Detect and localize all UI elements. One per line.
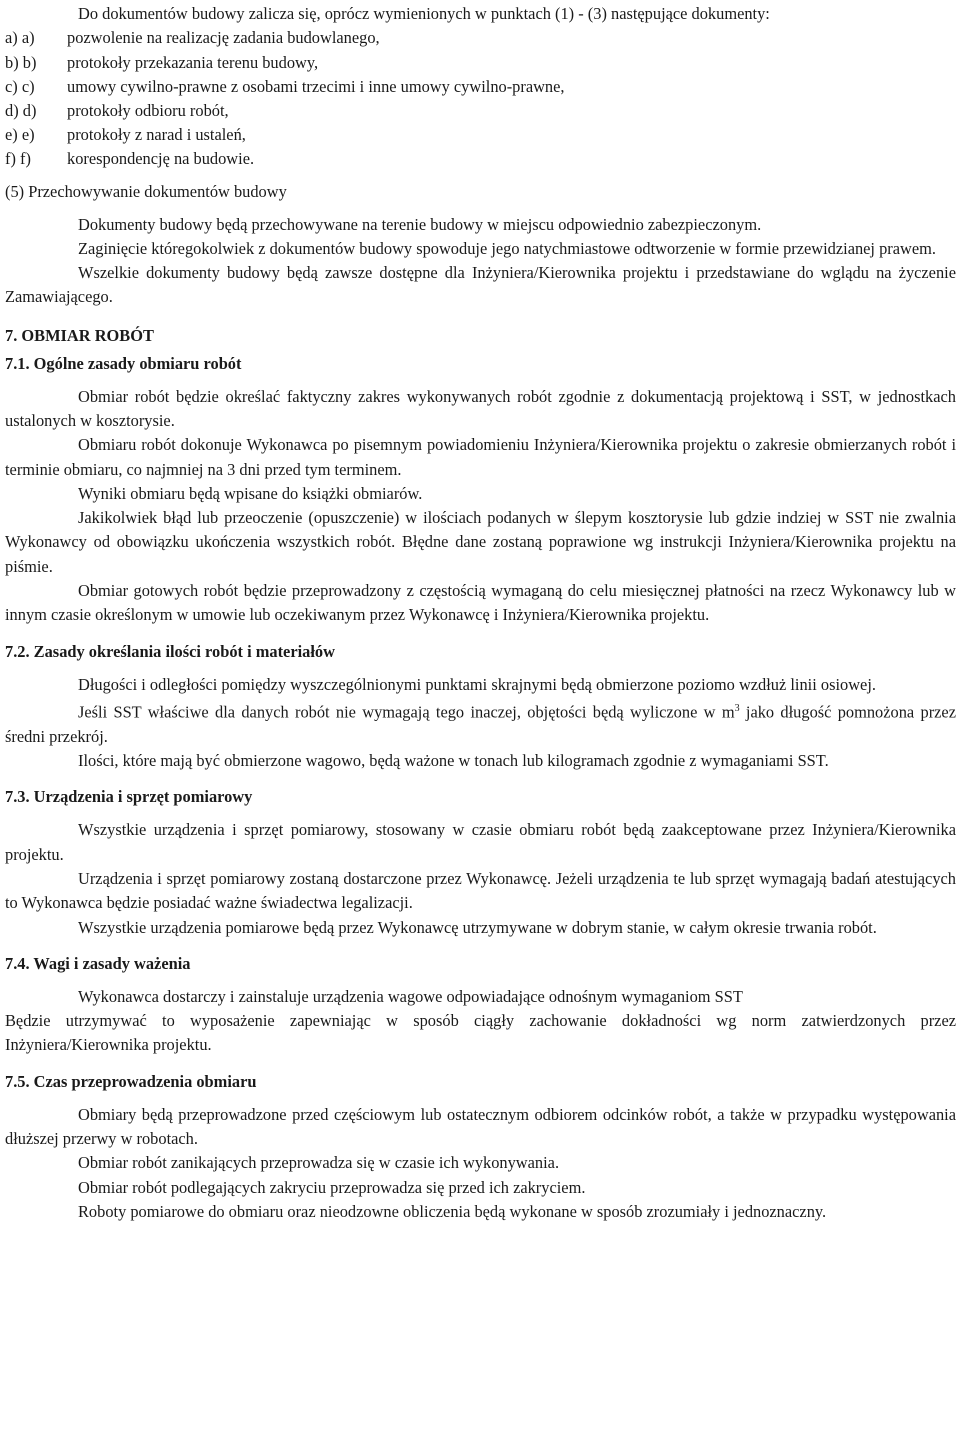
list-item-label: f) f)	[5, 149, 31, 169]
list-item	[5, 75, 956, 99]
section-paragraph: Jakikolwiek błąd lub przeoczenie (opuszczenie) w ilościach podanych w ślepym kosztorysie lub gdzie indziej w SST nie zwalnia Wykonawcy od obowiązku ukończenia wszystkich robót. Błędne dane zostaną poprawione wg instrukcji Inżyniera/Kierownika projektu na piśmie.	[5, 508, 956, 576]
section-paragraph	[5, 697, 956, 749]
section-paragraph: Obmiaru robót dokonuje Wykonawca po pisemnym powiadomieniu Inżyniera/Kierownika projektu o zakresie obmierzanych robót i terminie obmiaru, co najmniej na 3 dni przed tym terminem.	[5, 435, 956, 479]
section-heading-7-2: 7.2. Zasady określania ilości robót i materiałów	[5, 641, 335, 661]
chapter-heading: 7. OBMIAR ROBÓT	[5, 325, 154, 345]
section-paragraph: Obmiar robót zanikających przeprowadza się w czasie ich wykonywania.	[78, 1153, 560, 1173]
section-paragraph: Obmiary będą przeprowadzone przed częściowym lub ostatecznym odbiorem odcinków robót, a także w przypadku występowania dłuższej przerwy w robotach.	[5, 1104, 956, 1148]
intro-paragraph: Do dokumentów budowy zalicza się, oprócz wymienionych w punktach (1) - (3) następujące dokumenty:	[78, 4, 770, 23]
section-heading-7-3: 7.3. Urządzenia i sprzęt pomiarowy	[5, 787, 253, 807]
list-item-text: protokoły przekazania terenu budowy,	[67, 52, 319, 72]
volume-text-before: Jeśli SST właściwe dla danych robót nie wymagają tego inaczej, objętości będą wyliczone w m	[78, 702, 735, 722]
section-heading-7-5: 7.5. Czas przeprowadzenia obmiaru	[5, 1071, 257, 1091]
storage-paragraph: Zaginięcie któregokolwiek z dokumentów budowy spowoduje jego natychmiastowe odtworzenie w formie przewidzianej prawem.	[78, 238, 936, 258]
storage-paragraph: Dokumenty budowy będą przechowywane na terenie budowy w miejscu odpowiednio zabezpieczonym.	[78, 214, 762, 234]
section-paragraph: Wszystkie urządzenia i sprzęt pomiarowy, stosowany w czasie obmiaru robót będą zaakceptowane przez Inżyniera/Kierownika projektu.	[5, 820, 956, 864]
storage-heading: (5) Przechowywanie dokumentów budowy	[5, 181, 287, 201]
list-item	[5, 51, 956, 75]
cubic-superscript: 3	[734, 702, 740, 714]
section-paragraph: Długości i odległości pomiędzy wyszczególnionymi punktami skrajnymi będą obmierzone poziomo wzdłuż linii osiowej.	[78, 674, 876, 694]
section-paragraph: Obmiar gotowych robót będzie przeprowadzony z częstością wymaganą do celu miesięcznej płatności na rzecz Wykonawcy lub w innym czasie określonym w umowie lub oczekiwanym przez Wykonawcę i Inżyniera/Kierownika projektu.	[5, 581, 956, 625]
section-paragraph: Ilości, które mają być obmierzone wagowo, będą ważone w tonach lub kilogramach zgodnie z wymaganiami SST.	[78, 751, 829, 771]
list-item	[5, 26, 956, 50]
volume-text-after: jako długość pomnożona przez średni przekrój.	[5, 702, 956, 746]
list-item-label: b) b)	[5, 52, 37, 72]
list-item-text: pozwolenie na realizację zadania budowlanego,	[67, 28, 380, 48]
list-item	[5, 147, 956, 171]
storage-paragraph: Wszelkie dokumenty budowy będą zawsze dostępne dla Inżyniera/Kierownika projektu i przedstawiane do wglądu na życzenie Zamawiającego.	[5, 263, 956, 307]
section-paragraph: Wykonawca dostarczy i zainstaluje urządzenia wagowe odpowiadające odnośnym wymaganiom SST	[78, 986, 743, 1006]
section-paragraph: Obmiar robót podlegających zakryciu przeprowadza się przed ich zakryciem.	[78, 1177, 586, 1197]
list-item-label: d) d)	[5, 100, 37, 120]
section-paragraph: Urządzenia i sprzęt pomiarowy zostaną dostarczone przez Wykonawcę. Jeżeli urządzenia te lub sprzęt wymagają badań atestujących to Wykonawca będzie posiadać ważne świadectwa legalizacji.	[5, 868, 956, 913]
list-item-text: umowy cywilno-prawne z osobami trzecimi i inne umowy cywilno-prawne,	[67, 76, 565, 96]
list-item	[5, 123, 956, 147]
section-paragraph: Będzie utrzymywać to wyposażenie zapewniając w sposób ciągły zachowanie dokładności wg norm zatwierdzonych przez Inżyniera/Kierownika projektu.	[5, 1011, 956, 1055]
list-item-label: e) e)	[5, 125, 35, 145]
list-item-label: a) a)	[5, 28, 35, 48]
list-item-text: korespondencję na budowie.	[67, 149, 255, 169]
section-heading-7-1: 7.1. Ogólne zasady obmiaru robót	[5, 353, 242, 373]
section-paragraph: Roboty pomiarowe do obmiaru oraz nieodzowne obliczenia będą wykonane w sposób zrozumiały i jednoznaczny.	[78, 1201, 827, 1221]
list-item	[5, 99, 956, 123]
list-item-label: c) c)	[5, 76, 35, 96]
section-paragraph: Wyniki obmiaru będą wpisane do książki obmiarów.	[78, 483, 423, 503]
document-list	[5, 26, 956, 171]
section-paragraph: Wszystkie urządzenia pomiarowe będą przez Wykonawcę utrzymywane w dobrym stanie, w całym okresie trwania robót.	[78, 917, 877, 937]
section-paragraph: Obmiar robót będzie określać faktyczny zakres wykonywanych robót zgodnie z dokumentacją projektową i SST, w jednostkach ustalonych w kosztorysie.	[5, 386, 956, 430]
section-heading-7-4: 7.4. Wagi i zasady ważenia	[5, 953, 191, 973]
list-item-text: protokoły odbioru robót,	[67, 100, 229, 120]
list-item-text: protokoły z narad i ustaleń,	[67, 125, 246, 145]
